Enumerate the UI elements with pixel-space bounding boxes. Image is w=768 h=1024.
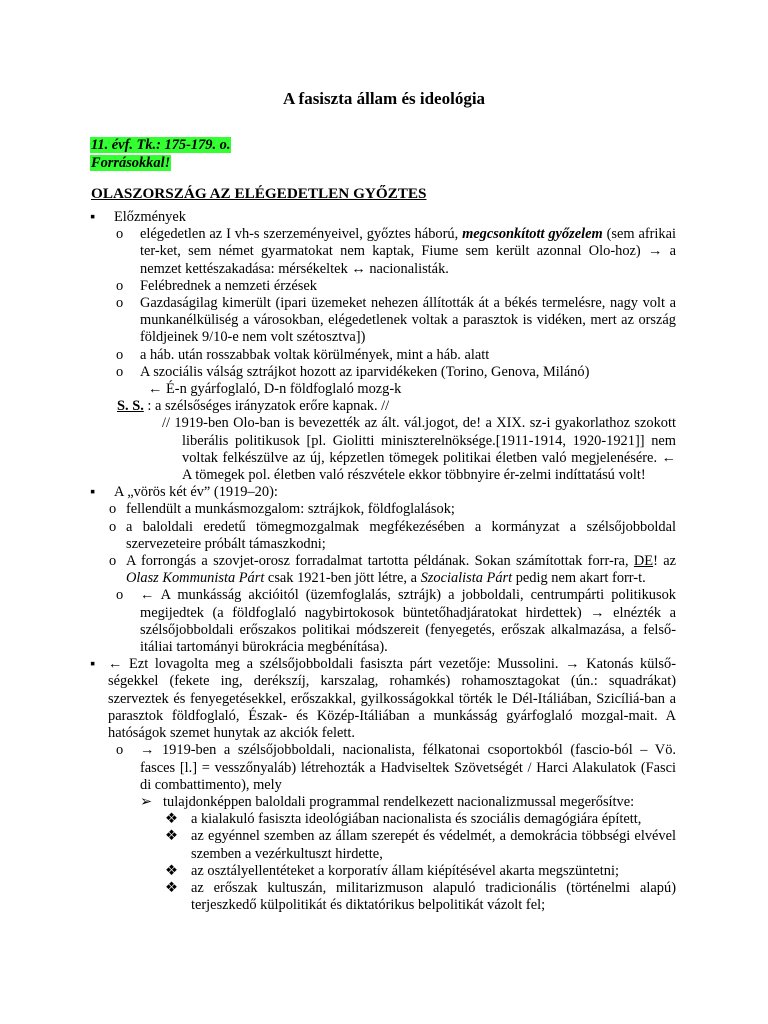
list-item bbox=[0, 880, 768, 914]
bullet-text: A szociális válság sztrájkot hozott az iparvidékeken (Torino, Genova, Milánó) bbox=[140, 363, 590, 380]
circle-bullet-icon: o bbox=[109, 518, 117, 535]
list-item bbox=[0, 587, 768, 656]
list-item bbox=[0, 501, 768, 518]
highlight-sources-note: Forrásokkal! bbox=[91, 155, 171, 171]
bullet-text: a baloldali eredetű tömegmozgalmak megfékezésében a kormányzat a szélsőjobboldal szervezeteire próbált támaszkodni; bbox=[126, 518, 676, 552]
circle-bullet-icon: o bbox=[109, 553, 117, 570]
bullet-text: az erőszak kultuszán, militarizmuson alapuló tradicionális (történelmi alapú) terjeszkedő külpolitikát és diktatórikus belpolitikát vázolt fel; bbox=[191, 879, 676, 914]
ss-label: S. S. bbox=[117, 398, 144, 415]
list-item bbox=[0, 742, 768, 794]
diamond-bullet-icon: ❖ bbox=[165, 862, 178, 879]
bullet-text: elégedetlen az I vh-s szerzeményeivel, győztes háború, megcsonkított győzelem (sem afrikai ter-ket, sem német gyarmatokat nem kaptak, Fiume sem került azonnal Olo-hoz) → a nemzet kettészakadása: mérsékeltek ↔ nacionalisták. bbox=[140, 226, 676, 277]
circle-bullet-icon: o bbox=[116, 587, 124, 604]
continuation-text: ← É-n gyárfoglaló, D-n földfoglaló mozg-k bbox=[148, 381, 402, 398]
bullet-text: a kialakuló fasiszta ideológiában nacionalista és szociális demagógiára épített, bbox=[191, 811, 642, 828]
diamond-bullet-icon: ❖ bbox=[165, 811, 178, 828]
circle-bullet-icon: o bbox=[109, 501, 117, 518]
list-item bbox=[0, 347, 768, 364]
list-item bbox=[0, 811, 768, 828]
diamond-bullet-icon: ❖ bbox=[165, 879, 178, 896]
list-item bbox=[0, 794, 768, 811]
bullet-text: ← A munkásság akcióitól (üzemfoglalás, sztrájk) a jobboldali, centrumpárti politikusok megijedtek (a földfoglaló nagybirtokosok büntetőhadjáratokat hirdettek) → elnézték a szélsőjobboldali erőszakos politikai módszereit (fenyegetés, erőszak alkalmazása, a felső-itáliai tartományi bürokrácia megbénítása). bbox=[140, 587, 676, 656]
page-title: A fasiszta állam és ideológia bbox=[282, 89, 486, 108]
bullet-text: Előzmények bbox=[114, 209, 186, 225]
bullet-text: a háb. után rosszabbak voltak körülmények, mint a háb. alatt bbox=[140, 346, 490, 363]
list-item bbox=[0, 278, 768, 295]
bullet-text: Gazdaságilag kimerült (ipari üzemeket nehezen állították át a békés termelésre, nagy volt a munkanélküliség a városokban, elégedetlenek voltak a parasztok is vidéken, mert az ország földjeinek 9/10-e nem volt szétosztva]) bbox=[140, 295, 676, 346]
list-item bbox=[0, 656, 768, 742]
list-item bbox=[0, 828, 768, 862]
list-item bbox=[0, 226, 768, 278]
summary-line: S. S. : a szélsőséges irányzatok erőre kapnak. // bbox=[117, 398, 390, 415]
bullet-text: Felébrednek a nemzeti érzések bbox=[140, 277, 317, 294]
circle-bullet-icon: o bbox=[116, 226, 124, 243]
section-heading: OLASZORSZÁG AZ ELÉGEDETLEN GYŐZTES bbox=[91, 185, 427, 202]
square-bullet-icon: ▪ bbox=[90, 209, 96, 225]
bullet-text: az egyénnel szemben az állam szerepét és védelmét, a demokrácia többségi elvével szemben a vezérkultuszt hirdette, bbox=[191, 828, 676, 862]
list-item bbox=[0, 398, 768, 415]
diamond-bullet-icon: ❖ bbox=[165, 828, 178, 845]
list-item bbox=[0, 381, 768, 398]
bullet-text: tulajdonképpen baloldali programmal rendelkezett nacionalizmussal megerősítve: bbox=[163, 793, 635, 810]
circle-bullet-icon: o bbox=[116, 363, 124, 380]
square-bullet-icon: ▪ bbox=[90, 656, 96, 673]
list-item bbox=[0, 863, 768, 880]
circle-bullet-icon: o bbox=[116, 742, 124, 759]
list-item bbox=[0, 209, 768, 226]
list-item bbox=[0, 519, 768, 553]
arrow-bullet-icon: ➢ bbox=[140, 793, 153, 810]
bullet-text: A „vörös két év” (1919–20): bbox=[114, 484, 278, 501]
circle-bullet-icon: o bbox=[116, 346, 124, 363]
bullet-text: az osztályellentéteket a korporatív állam kiépítésével akarta megszüntetni; bbox=[191, 862, 619, 879]
document-body bbox=[0, 209, 768, 914]
bullet-text: → 1919-ben a szélsőjobboldali, nacionalista, félkatonai csoportokból (fascio-ból – Vö. fasces [l.] = vesszőnyaláb) létrehozták a Hadviseltek Szövetségét / Harci Alakulatok (Fasci di combattimento), mely bbox=[140, 742, 676, 793]
bullet-text: fellendült a munkásmozgalom: sztrájkok, földfoglalások; bbox=[126, 501, 455, 518]
list-item bbox=[0, 415, 768, 484]
bullet-text: ← Ezt lovagolta meg a szélsőjobboldali fasiszta párt vezetője: Mussolini. → Katonás külső-ségekkel (fekete ing, derékszíj, karszalag, rohamkés) rohamosztagokat (ún.: squadrákat) szerveztek és fenyegetésekkel, erőszakkal, gyilkosságokkal törték le Dél-Itáliában, Szicíliá-ban a parasztok földfoglaló, Észak- és Közép-Itáliában a munkásság gyárfoglaló mozgal-mait. A hatóságok szemet hunytak az akciók felett. bbox=[108, 656, 676, 742]
list-item bbox=[0, 484, 768, 501]
circle-bullet-icon: o bbox=[116, 295, 124, 312]
square-bullet-icon: ▪ bbox=[90, 484, 96, 501]
circle-bullet-icon: o bbox=[116, 277, 124, 294]
list-item bbox=[0, 553, 768, 587]
list-item bbox=[0, 364, 768, 381]
list-item bbox=[0, 295, 768, 347]
bullet-text: A forrongás a szovjet-orosz forradalmat tartotta példának. Sokan számítottak forr-ra, DE! az Olasz Kommunista Párt csak 1921-ben jött létre, a Szocialista Párt pedig nem akart forr-t. bbox=[126, 553, 676, 587]
note-text: // 1919-ben Olo-ban is bevezették az ált. vál.jogot, de! a XIX. sz-i gyakorlathoz szokott liberális politikusok [pl. Giolitti miniszterelnöksége.[1911-1914, 1920-1921]] nem voltak felkészülve az új, képzetlen tömegek politikai életben való megjelenésére. ← A tömegek pol. életben való részvétele ekkor többnyire ér-zelmi indíttatású volt! bbox=[162, 415, 676, 484]
highlight-textbook-ref: 11. évf. Tk.: 175-179. o. bbox=[91, 137, 231, 153]
